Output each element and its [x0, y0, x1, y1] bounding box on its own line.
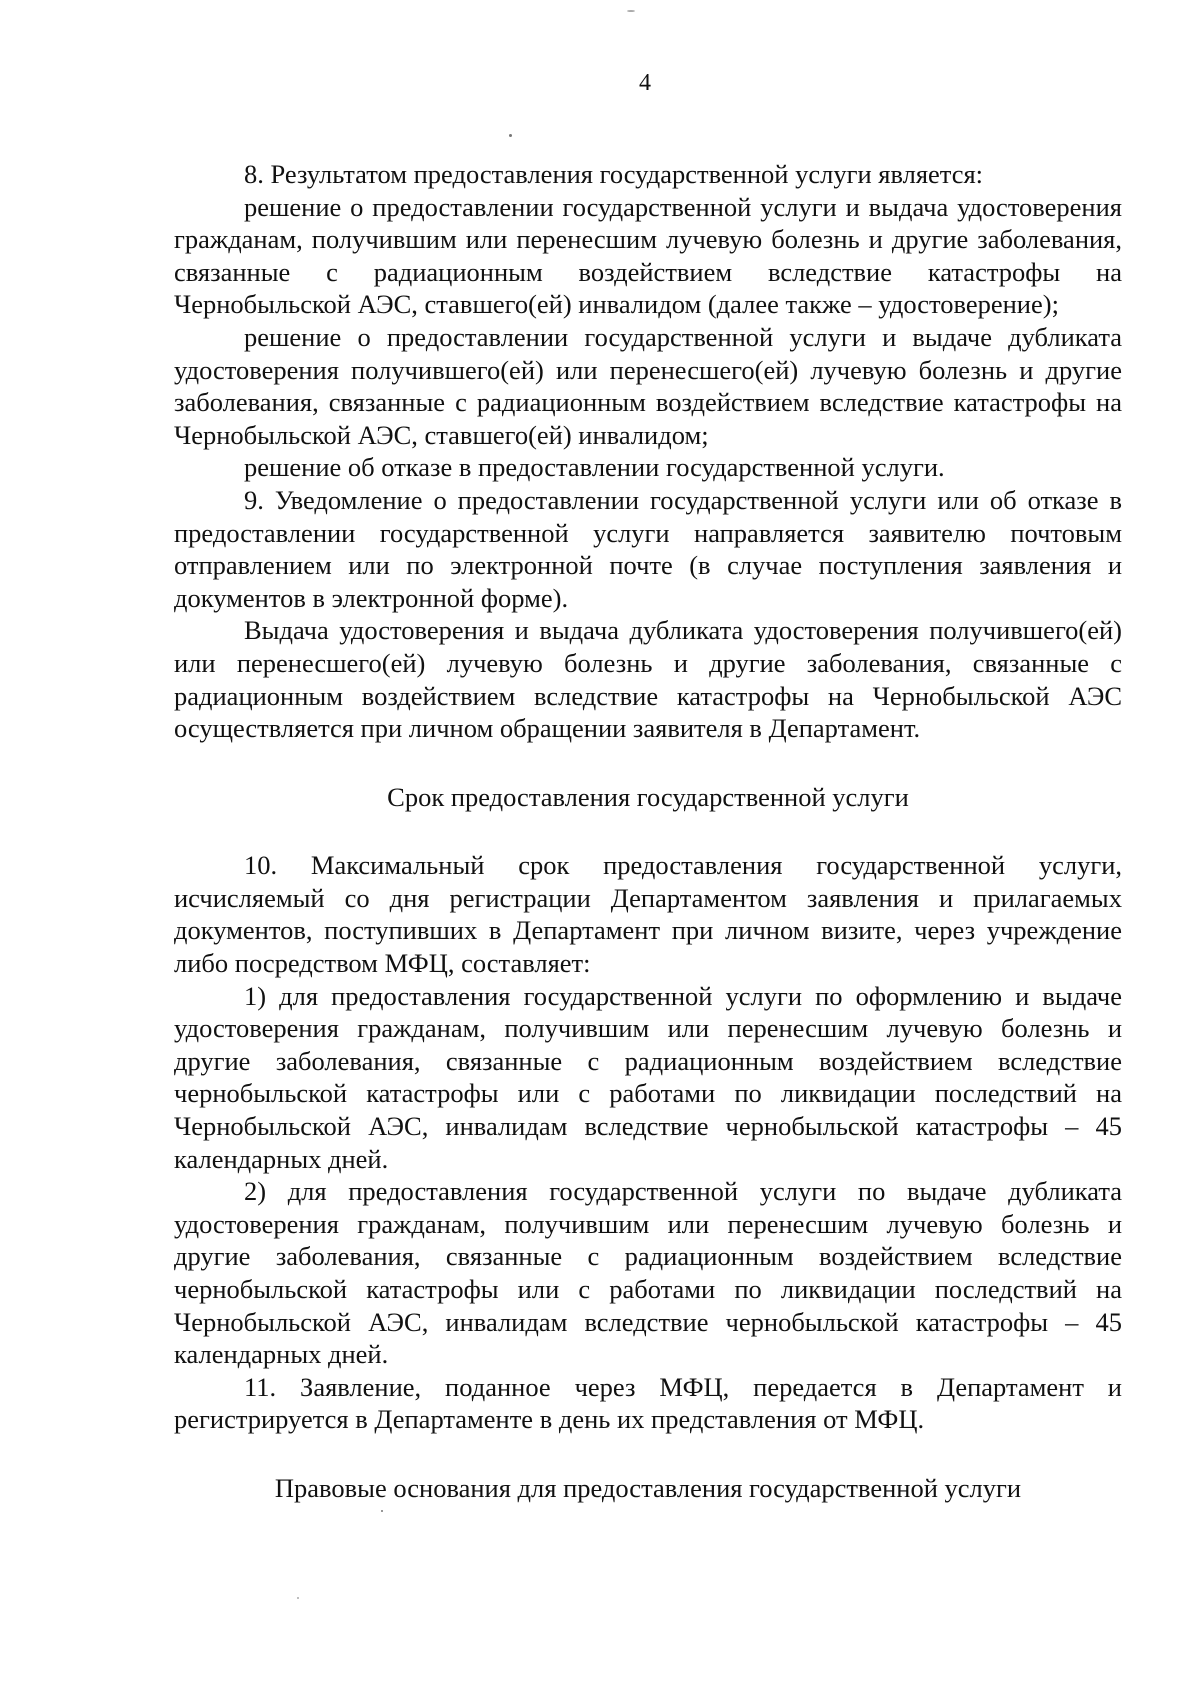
scan-speck [381, 1510, 383, 1512]
section-heading-term: Срок предоставления государственной услуги [387, 781, 909, 812]
scan-speck [509, 134, 512, 137]
paragraph-9: 9. Уведомление о предоставлении государственной услуги или об отказе в предоставлении государственной услуги направляется заявителю почтовым отправлением или по электронной почте (в случае поступления заявления и документов в электронной форме). [174, 484, 1122, 613]
section-heading-legal-basis: Правовые основания для предоставления государственной услуги [274, 1472, 1022, 1503]
document-body [174, 158, 1122, 1505]
scan-speck [297, 1597, 299, 1599]
paragraph-8-decision-refusal: решение об отказе в предоставлении государственной услуги. [244, 452, 945, 483]
paragraph-10: 10. Максимальный срок предоставления государственной услуги, исчисляемый со дня регистрации Департаментом заявления и прилагаемых документов, поступивших в Департамент при личном визите, через учреждение либо посредством МФЦ, составляет: [174, 850, 1122, 979]
paragraph-10-item-1: 1) для предоставления государственной услуги по оформлению и выдаче удостоверения гражданам, получившим или перенесшим лучевую болезнь и другие заболевания, связанные с радиационным воздействием вследствие чернобыльской катастрофы или с работами по ликвидации последствий на Чернобыльской АЭС, инвалидам вследствие чернобыльской катастрофы – 45 календарных дней. [174, 980, 1122, 1174]
paragraph-8-decision-duplicate: решение о предоставлении государственной услуги и выдаче дубликата удостоверения получившего(ей) или перенесшего(ей) лучевую болезнь и другие заболевания, связанные с радиационным воздействием вследствие катастрофы на Чернобыльской АЭС, ставшего(ей) инвалидом; [174, 321, 1122, 450]
page-number: 4 [639, 70, 651, 96]
paragraph-8-intro: 8. Результатом предоставления государственной услуги является: [244, 159, 984, 189]
paragraph-11: 11. Заявление, поданное через МФЦ, передается в Департамент и регистрируется в Департаменте в день их представления от МФЦ. [174, 1371, 1122, 1435]
paragraph-8-decision-issue: решение о предоставлении государственной услуги и выдача удостоверения гражданам, получившим или перенесшим лучевую болезнь и другие заболевания, связанные с радиационным воздействием вследствие катастрофы на Чернобыльской АЭС, ставшего(ей) инвалидом (далее также – удостоверение); [174, 191, 1122, 320]
scan-speck [627, 10, 635, 12]
paragraph-9-issuance: Выдача удостоверения и выдача дубликата удостоверения получившего(ей) или перенесшего(ей) лучевую болезнь и другие заболевания, связанные с радиационным воздействием вследствие катастрофы на Чернобыльской АЭС осуществляется при личном обращении заявителя в Департамент. [174, 615, 1122, 744]
paragraph-10-item-2: 2) для предоставления государственной услуги по выдаче дубликата удостоверения гражданам, получившим или перенесшим лучевую болезнь и другие заболевания, связанные с радиационным воздействием вследствие чернобыльской катастрофы или с работами по ликвидации последствий на Чернобыльской АЭС, инвалидам вследствие чернобыльской катастрофы – 45 календарных дней. [174, 1176, 1122, 1370]
